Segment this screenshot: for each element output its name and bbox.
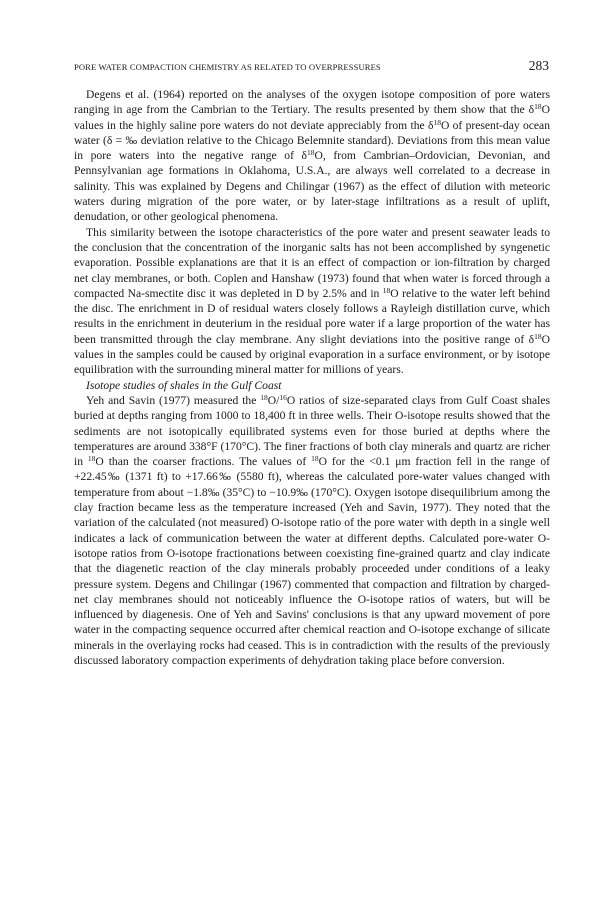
section-heading: Isotope studies of shales in the Gulf Coast — [86, 378, 282, 392]
body-text — [74, 87, 550, 668]
superscript: 16 — [279, 392, 287, 402]
superscript: 18 — [260, 392, 268, 402]
paragraph-similarity — [74, 225, 550, 378]
superscript: 18 — [307, 148, 315, 158]
text-run: O for the <0.1 μm fraction fell in the range of +22.45‰ (1371 ft) to +17.66‰ (5580 ft), whereas the calculated pore-water values changed with temperature from about −1.8‰ (35°C) to −10.9‰ (170°C). Oxygen isotope disequilibrium among the clay fraction became less as the temperature increased (Yeh and Savin, 1977). They noted that the variation of the calculated (not measured) O-isotope ratio of the pore water with depth in a single well indicates a lack of communication between the water at different depths. Calculated pore-water O-isotope ratios from O-isotope fractionations between coexisting fine-grained quartz and clay indicate that the diagenetic reaction of the clay minerals probably proceeded under conditions of a leaky pressure system. Degens and Chilingar (1967) commented that compaction and filtration by charged-net clay membranes should not noticeably influence the O-isotope ratios of waters, but will be influenced by diagenesis. One of Yeh and Savins' conclusions is that any upward movement of pore water in the compacting sequence occurred after chemical reaction and O-isotope exchange of silicate minerals in the overlaying rocks had ceased. This is in contradiction with the results of the previously discussed laboratory compaction experiments of dehydration taking place before conversion. — [74, 455, 550, 667]
text-run: O of present-day ocean water (δ = ‰ deviation relative to the Chicago Belemnite standard). Deviations from this mean value in pore waters into the negative range of δ — [74, 118, 550, 163]
superscript: 18 — [433, 117, 441, 127]
text-run: Yeh and Savin (1977) measured the — [86, 393, 261, 407]
running-head: PORE WATER COMPACTION CHEMISTRY AS RELATED TO OVERPRESSURES — [74, 62, 381, 72]
text-run: O values in the highly saline pore waters do not deviate appreciably from the δ — [74, 103, 550, 132]
text-run: O relative to the water left behind the disc. The enrichment in D of residual waters closely follows a Rayleigh distillation curve, which results in the enrichment in deuterium in the residual pore water if a large proportion of the water has been transmitted through the clay membrane. Any slight deviations into the positive range of δ — [74, 286, 550, 346]
text-run: This similarity between the isotope characteristics of the pore water and present seawater leads to the conclusion that the concentration of the inorganic salts has not been accomplished by syngenetic evaporation. Possible explanations are that it is an effect of compaction or ion-filtration by charged net clay membranes, or both. Coplen and Hanshaw (1973) found that when water is forced through a compacted Na-smectite disc it was depleted in D by 2.5% and in — [74, 225, 550, 300]
text-run: O than the coarser fractions. The values of — [95, 455, 312, 469]
paragraph-degens — [74, 87, 550, 225]
superscript: 18 — [311, 454, 319, 464]
text-run: O ratios of size-separated clays from Gulf Coast shales buried at depths ranging from 1000 to 18,400 ft in three wells. Their O-isotope results showed that the sediments are not isotopically equilibrated systems even for those buried at depths where the temperatures are around 338°F (170°C). The finer fractions of both clay minerals and quartz are richer in — [74, 393, 550, 469]
paragraph-yeh-savin — [74, 393, 550, 668]
superscript: 18 — [382, 285, 391, 295]
text-run: O/ — [267, 393, 280, 407]
page-number: 283 — [528, 58, 549, 73]
text-run: Degens et al. (1964) reported on the analyses of the oxygen isotope composition of pore waters ranging in age from the Cambrian to the Tertiary. The results presented by them show that the δ — [74, 88, 550, 117]
superscript: 18 — [87, 454, 96, 464]
text-run: O, from Cambrian–Ordovician, Devonian, and Pennsylvanian age formations in Oklahoma, U.S.A., are always well correlated to a decrease in salinity. This was explained by Degens and Chilingar (1967) as the effect of dilution with meteoric waters during migration of the pore water, or by later-stage infiltrations as a result of uplift, denudation, or other geological phenomena. — [74, 149, 550, 224]
superscript: 18 — [534, 331, 542, 341]
text-run: O values in the samples could be caused by original evaporation in a surface environment, or by isotope equilibration with the surrounding mineral matter for millions of years. — [74, 332, 550, 377]
superscript: 18 — [534, 102, 542, 112]
